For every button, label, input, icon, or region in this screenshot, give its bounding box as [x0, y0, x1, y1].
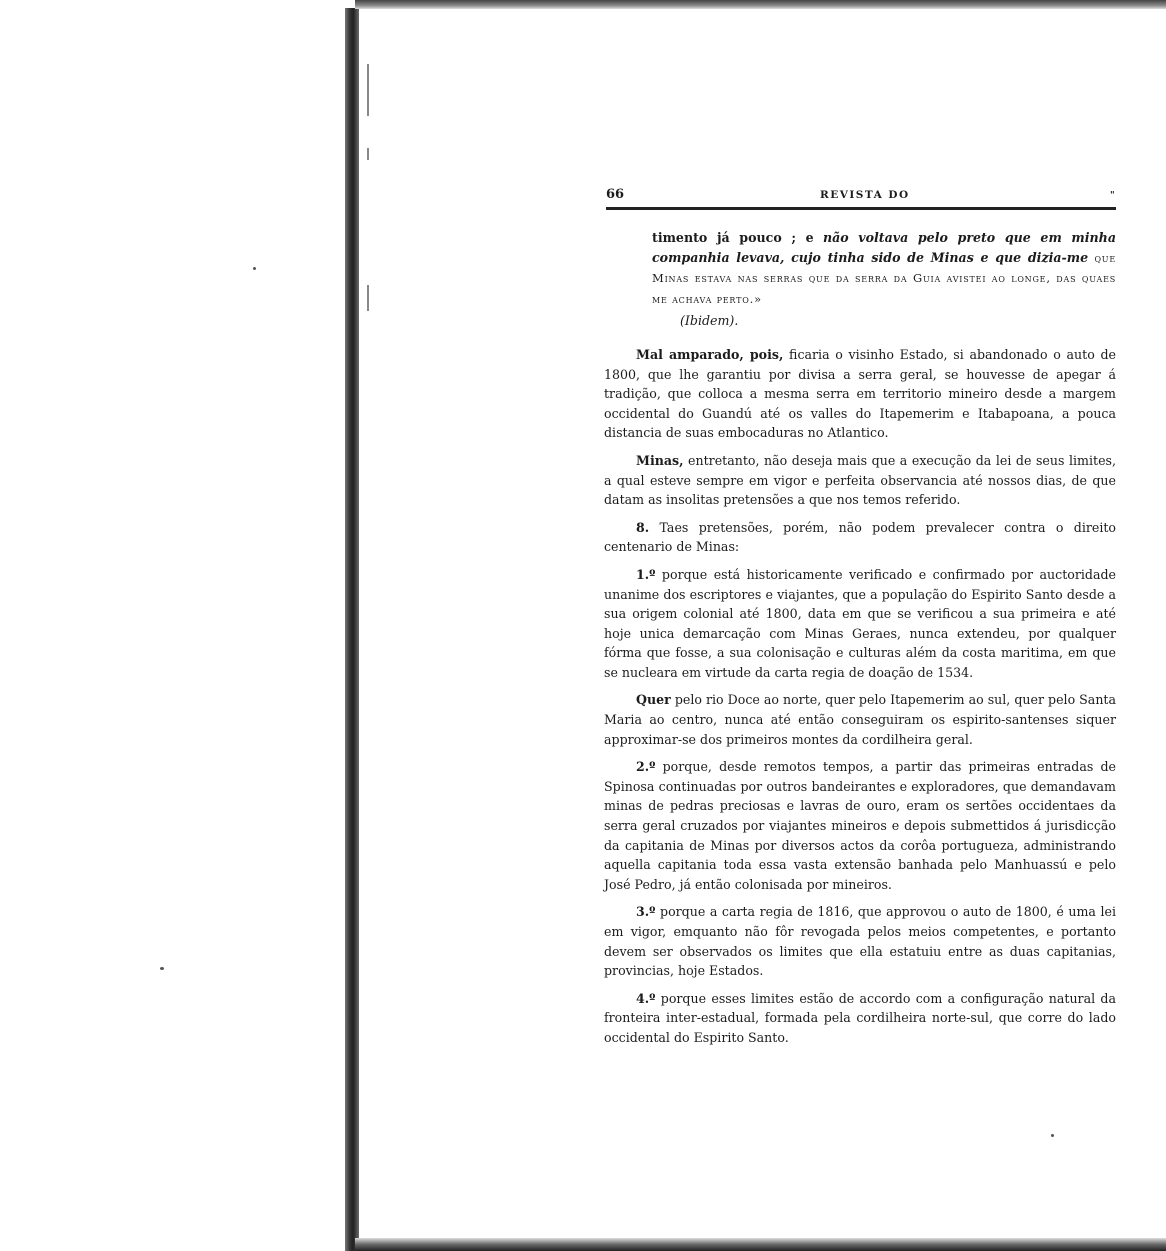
margin-mark — [367, 148, 369, 160]
paragraph-lead: 3.º — [636, 904, 656, 920]
margin-mark — [367, 285, 369, 311]
page-header — [606, 187, 1114, 209]
paragraph-text: ficaria o visinho Estado, si abandonado o auto de 1800, que lhe garantiu por divisa a serra geral, se houvesse de apegar á tradição, que colloca a mesma serra em territorio mineiro desde a margem occidental do Guandú até os valles do Itapemerim e Itabapoana, a pouca distancia de suas embocaduras no Atlantico. — [604, 346, 1116, 441]
quote-italic: não voltava pelo preto que em minha companhia levava, cujo tinha sido de Minas e que dizia-me — [652, 230, 1116, 265]
paper-speck — [160, 967, 164, 970]
paragraph-lead: 4.º — [636, 990, 656, 1006]
left-page — [0, 0, 345, 1251]
paragraph-lead: Mal amparado, pois, — [636, 346, 784, 362]
paragraph-text: porque a carta regia de 1816, que approvou o auto de 1800, é uma lei em vigor, emquanto não fôr revogada pelos meios competentes, e portanto devem ser observados os limites que ella estatuiu entre as duas capitanias, provincias, hoje Estados. — [604, 904, 1116, 979]
paragraph — [604, 902, 1116, 980]
paragraph — [604, 690, 1116, 749]
header-rule — [606, 207, 1116, 210]
page-number: 66 — [606, 187, 625, 202]
paragraph-lead: 1.º — [636, 566, 656, 582]
paragraph — [604, 989, 1116, 1048]
page-bottom-edge — [355, 1238, 1166, 1251]
quote-source: (Ibidem). — [680, 313, 739, 329]
paragraph-text: porque, desde remotos tempos, a partir das primeiras entradas de Spinosa continuadas por outros bandeirantes e exploradores, que demandavam minas de pedras preciosas e lavras de ouro, eram os sertões occidentaes da serra geral cruzados por viajantes mineiros e depois submettidos á jurisdicção da capitania de Minas por diversos actos da corôa portugueza, administrando aquella capitania toda essa vasta extensão banhada pelo Manhuassú e pelo José Pedro, já então colonisada por mineiros. — [604, 759, 1116, 892]
paragraph — [604, 565, 1116, 683]
page-top-edge — [355, 0, 1166, 9]
paper-speck — [1051, 1134, 1054, 1137]
paragraph-text: porque esses limites estão de accordo com a configuração natural da fronteira inter-estadual, formada pela cordilheira norte-sul, que corre do lado occidental do Espirito Santo. — [604, 990, 1116, 1045]
header-mark: " — [1110, 191, 1115, 201]
paragraph-lead: 2.º — [636, 759, 656, 775]
book-gutter — [345, 8, 359, 1251]
paragraph-text: Taes pretensões, porém, não podem prevalecer contra o direito centenario de Minas: — [604, 519, 1116, 555]
paragraph-lead: Quer — [636, 692, 671, 708]
paragraph — [604, 757, 1116, 894]
paragraph-text: entretanto, não deseja mais que a execução da lei de seus limites, a qual esteve sempre em vigor e perfeita observancia até nossos dias, de que datam as insolitas pretensões a que nos temos referido. — [604, 452, 1116, 508]
margin-mark — [367, 64, 369, 116]
paragraph-list — [604, 345, 1116, 1048]
paragraph-lead: 8. — [636, 519, 650, 535]
paragraph — [604, 451, 1116, 510]
block-quote — [652, 228, 1116, 309]
paper-speck — [253, 267, 256, 270]
running-title: REVISTA DO — [820, 189, 910, 201]
paragraph — [604, 518, 1116, 557]
paragraph-text: porque está historicamente verificado e confirmado por auctoridade unanime dos escriptores e viajantes, que a população do Espirito Santo desde a sua origem colonial até 1800, data em que se verificou a sua primeira e até hoje unica demarcação com Minas Geraes, nunca extendeu, por qualquer fórma que fosse, a sua colonisação e culturas além da costa maritima, em que se nucleara em virtude da carta regia de doação de 1534. — [604, 566, 1116, 680]
quote-lead: timento já pouco ; e — [652, 230, 814, 245]
paragraph — [604, 345, 1116, 443]
paragraph-lead: Minas, — [636, 452, 684, 468]
paragraph-text: pelo rio Doce ao norte, quer pelo Itapemerim ao sul, quer pelo Santa Maria ao centro, nunca até então conseguiram os espirito-santenses siquer approximar-se dos primeiros montes da cordilheira geral. — [604, 692, 1116, 747]
quote-caps: que Minas estava nas serras que da serra da Guia avistei ao longe, das quaes me achava perto.» — [652, 250, 1116, 306]
page-body — [604, 228, 1116, 1056]
